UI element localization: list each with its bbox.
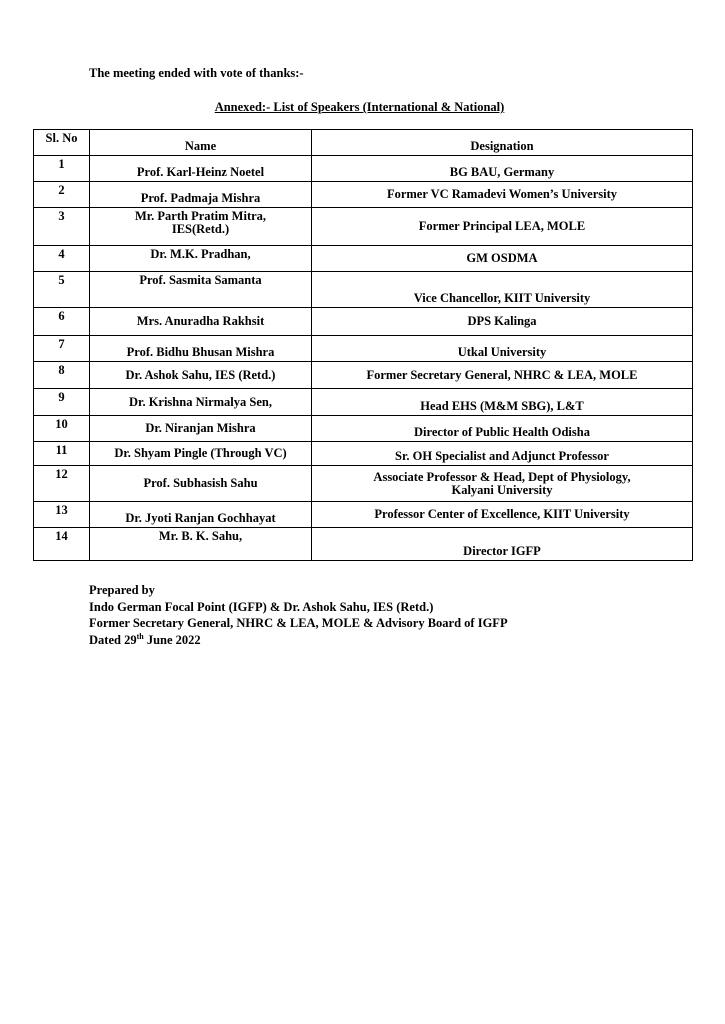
header-designation: Designation — [312, 130, 693, 156]
row-name: Dr. Niranjan Mishra — [90, 416, 312, 442]
table-row — [34, 362, 693, 389]
row-no: 12 — [34, 466, 90, 502]
row-name: Prof. Subhasish Sahu — [90, 466, 312, 502]
speakers-table — [33, 129, 693, 561]
table-row — [34, 156, 693, 182]
row-name: Prof. Bidhu Bhusan Mishra — [90, 336, 312, 362]
row-designation: Former Principal LEA, MOLE — [312, 208, 693, 246]
row-no: 9 — [34, 389, 90, 416]
row-name: Prof. Padmaja Mishra — [90, 182, 312, 208]
table-row — [34, 466, 693, 502]
table-row — [34, 389, 693, 416]
row-no: 10 — [34, 416, 90, 442]
row-name: Dr. Jyoti Ranjan Gochhayat — [90, 502, 312, 528]
table-row — [34, 528, 693, 561]
row-designation: Former Secretary General, NHRC & LEA, MOLE — [312, 362, 693, 389]
dated-prefix: Dated 29 — [89, 632, 137, 647]
dated-sup: th — [136, 631, 144, 641]
dated-line — [89, 632, 508, 649]
row-designation: Head EHS (M&M SBG), L&T — [312, 389, 693, 416]
dated-suffix: June 2022 — [143, 632, 201, 647]
prepared-by-line1: Indo German Focal Point (IGFP) & Dr. Ashok Sahu, IES (Retd.) — [89, 599, 434, 614]
row-no: 6 — [34, 308, 90, 336]
row-designation-text: Associate Professor & Head, Dept of Physiology, Kalyani University — [373, 469, 631, 497]
row-name: Dr. Ashok Sahu, IES (Retd.) — [90, 362, 312, 389]
annex-title — [0, 100, 725, 115]
table-row — [34, 208, 693, 246]
header-name: Name — [90, 130, 312, 156]
table-row — [34, 272, 693, 308]
row-designation: Director of Public Health Odisha — [312, 416, 693, 442]
table-row — [34, 442, 693, 466]
row-no: 13 — [34, 502, 90, 528]
prepared-by-line2: Former Secretary General, NHRC & LEA, MOLE & Advisory Board of IGFP — [89, 616, 508, 631]
row-no: 1 — [34, 156, 90, 182]
row-name: Mr. B. K. Sahu, — [90, 528, 312, 561]
table-row — [34, 502, 693, 528]
row-name — [90, 208, 312, 246]
row-designation: Former VC Ramadevi Women’s University — [312, 182, 693, 208]
row-name-text: Mr. Parth Pratim Mitra, IES(Retd.) — [134, 209, 267, 236]
row-name: Dr. M.K. Pradhan, — [90, 246, 312, 272]
table-row — [34, 308, 693, 336]
row-no: 2 — [34, 182, 90, 208]
table-row — [34, 416, 693, 442]
row-no: 4 — [34, 246, 90, 272]
table-header-row — [34, 130, 693, 156]
header-sl-no: Sl. No — [34, 130, 90, 156]
row-name: Mrs. Anuradha Rakhsit — [90, 308, 312, 336]
table-row — [34, 182, 693, 208]
row-name: Dr. Shyam Pingle (Through VC) — [90, 442, 312, 466]
row-designation: Vice Chancellor, KIIT University — [312, 272, 693, 308]
row-designation — [312, 466, 693, 502]
prepared-by-block — [89, 582, 508, 648]
row-designation: Professor Center of Excellence, KIIT University — [312, 502, 693, 528]
row-designation: GM OSDMA — [312, 246, 693, 272]
table-row — [34, 246, 693, 272]
prepared-by-label: Prepared by — [89, 583, 155, 597]
row-no: 11 — [34, 442, 90, 466]
row-no: 5 — [34, 272, 90, 308]
row-no: 7 — [34, 336, 90, 362]
row-designation: Sr. OH Specialist and Adjunct Professor — [312, 442, 693, 466]
table-row — [34, 336, 693, 362]
row-no: 3 — [34, 208, 90, 246]
row-no: 14 — [34, 528, 90, 561]
row-designation: DPS Kalinga — [312, 308, 693, 336]
row-name: Dr. Krishna Nirmalya Sen, — [90, 389, 312, 416]
row-name: Prof. Sasmita Samanta — [90, 272, 312, 308]
row-no: 8 — [34, 362, 90, 389]
row-designation: Utkal University — [312, 336, 693, 362]
row-name: Prof. Karl-Heinz Noetel — [90, 156, 312, 182]
intro-text: The meeting ended with vote of thanks:- — [89, 66, 304, 80]
row-designation: BG BAU, Germany — [312, 156, 693, 182]
row-designation: Director IGFP — [312, 528, 693, 561]
annex-title-text: Annexed:- List of Speakers (International & National) — [214, 100, 505, 114]
